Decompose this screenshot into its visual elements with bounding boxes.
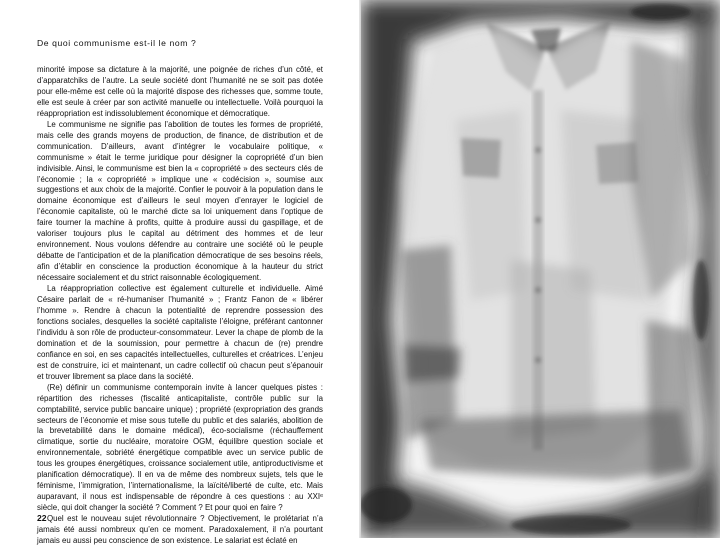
body-text (37, 65, 323, 547)
paragraph: minorité impose sa dictature à la majorité, une poignée de riches d’un côté, et d’apparatchiks de l’autre. La seule société dont l’humanité ne se soit pas dotée pour elle-même est celle où la majorité dispose des richesses que, somme toute, elle est seule à créer par son activité manuelle ou intellectuelle. Voilà pourquoi la réappropriation est indissolublement économique et démocratique. (37, 65, 323, 118)
ink-wash-shirt-illustration (361, 0, 720, 538)
paragraph: (Re) définir un communisme contemporain invite à lancer quelques pistes : répartition des richesses (fiscalité anticapitaliste, contrôle public sur la comptabilité, service public bancaire unique) ; propriété (expropriation des grands secteurs de l’économie et mise sous tutelle du public et des salariés, abolition de la brevetabilité dans le domaine médical), éco-socialisme (réchauffement climatique, sortie du nucléaire, moratoire OGM, équilibre question sociale et environnementale, sobriété énergétique compatible avec un service public de tous les groupes énergétiques, croissance socialement utile, antiproductivisme et planification démocratique). Il en va de même des nombreux sujets, tels que le féminisme, l’immigration, l’internationalisme, la laïcité/liberté de culte, etc. Mais auparavant, il nous est indispensable de répondre à ces questions : au XXIᵉ siècle, qui doit changer la société ? Comment ? Et pour quoi en faire ? (37, 382, 323, 513)
running-head: De quoi communisme est-il le nom ? (37, 38, 197, 48)
left-page (0, 0, 360, 545)
paragraph: Quel est le nouveau sujet révolutionnaire ? Objectivement, le prolétariat n’a jamais été aussi nombreux qu’en ce moment. Paradoxalement, il n’a pourtant jamais eu aussi peu conscience de son existence. Le salariat est éclaté en (37, 514, 323, 545)
paragraph: Le communisme ne signifie pas l’abolition de toutes les formes de propriété, mais celle des grands moyens de production, de finance, de distribution et de communication. D’ailleurs, avant d’intégrer le vocabulaire politique, « communisme » était le terme juridique pour désigner la copropriété d’un bien indivisible. Ainsi, le communisme est bien la « copropriété » des secteurs clés de l’économie ; la « copropriété » implique une « codécision », soumise aux suggestions et aux choix de la majorité. Confier le pouvoir à la population dans le domaine économique est d’ailleurs le seul moyen d’enrayer le logiciel de l’économie capitaliste, où le marché dicte sa loi uniquement dans l’optique de faire tourner la machine à profits, quitte à produire aussi du gaspillage, et de valoriser toujours plus le capital au détriment des hommes et de leur environnement. Nous voulons défendre au contraire une société où le peuple débatte de l’anticipation et de la planification démocratique de ses besoins réels, afin d’établir en conscience la production économique à la hauteur du strict nécessaire socialement et du strict raisonnable écologiquement. (37, 119, 323, 283)
right-page (361, 0, 720, 538)
paragraph: La réappropriation collective est également culturelle et individuelle. Aimé Césaire parlait de « ré-humaniser l’humanité » ; Frantz Fanon de « libérer l’homme ». Rendre à chacun la potentialité de reprendre possession des fonctions sociales, desquelles la société capitaliste l’éloigne, préférant cantonner l’individu à son rôle de producteur-consommateur. Lever la chape de plomb de la domination et de la soumission, pour permettre à chacun de (re) prendre confiance en soi, en ses capacités intellectuelles, culturelles et créatrices. L’enjeu est de construire, ici et maintenant, un cadre collectif où chacun peut s’épanouir et trouver librement sa place dans la société. (37, 284, 323, 381)
page-number: 22 (37, 513, 47, 523)
hem-wash (421, 410, 691, 480)
button-placket (533, 90, 543, 450)
